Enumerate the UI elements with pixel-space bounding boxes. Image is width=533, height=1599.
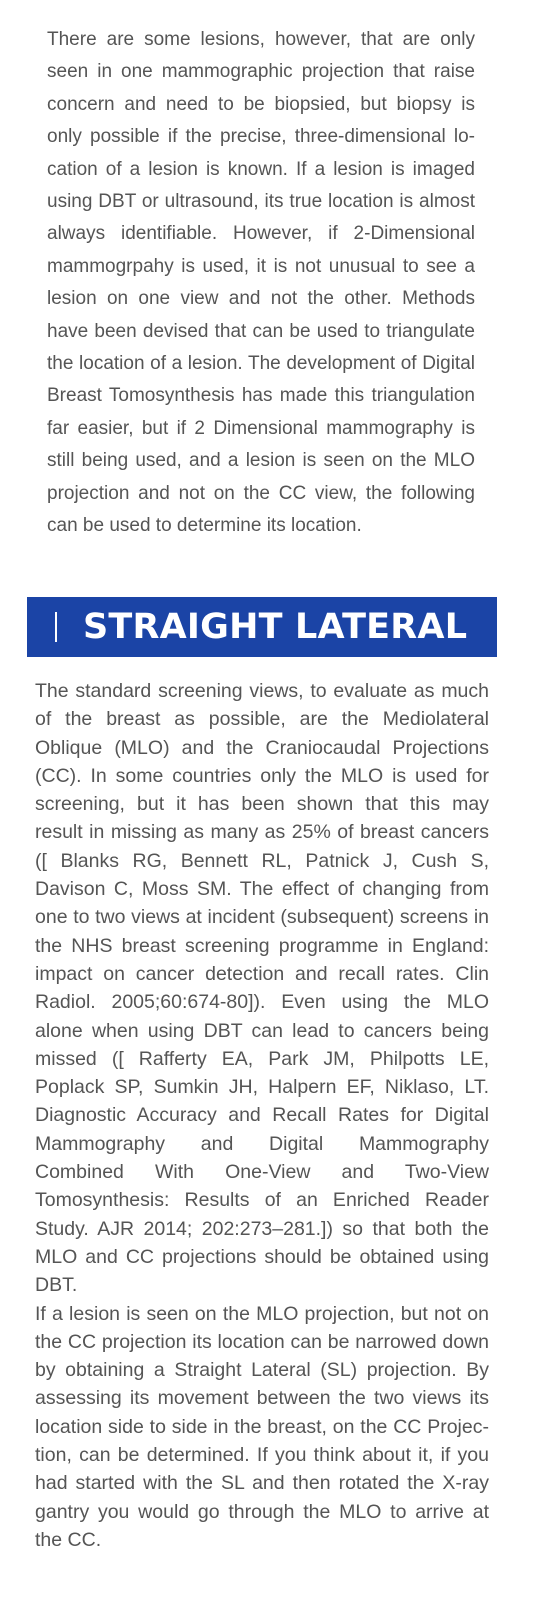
section-heading: STRAIGHT LATERAL: [83, 607, 468, 647]
body-paragraph-straight-lateral: If a lesion is seen on the MLO projection, but not on the CC projection its location can be narrowed down by obtaining a Straight Lateral (SL) projection. By assessing its movement between the two views its location side to side in the breast, on the CC Projection, can be determined. If you think about it, if you had started with the SL and then rotated the X-ray gantry you would go through the MLO to arrive at the CC.: [35, 1302, 489, 1551]
section-body: [35, 677, 489, 1554]
heading-divider-bar: [55, 612, 57, 642]
body-paragraph-screening-views: The standard screening views, to evaluate as much of the breast as possible, are the Mediolateral Oblique (MLO) and the Craniocaudal Projections (CC). In some countries only the MLO is used for screening, but it has been shown that this may result in missing as many as 25% of breast cancers ([ Blanks RG, Bennett RL, Patnick J, Cush S, Davison C, Moss SM. The effect of changing from one to two views at incident (subsequent) screens in the NHS breast screening programme in England: impact on cancer detection and recall rates. Clin Radiol. 2005;60:674-80]). Even using the MLO alone when using DBT can lead to cancers being missed ([ Rafferty EA, Park JM, Philpotts LE, Poplack SP, Sumkin JH, Halpern EF, Niklaso, LT. Diagnostic Accuracy and Recall Rates for Digital Mammography and Digital Mammography Combined With One-View and Two-View Tomosynthesis: Results of an Enriched Reader Study. AJR 2014; 202:273–281.]) so that both the MLO and CC projections should be obtained using DBT.: [35, 680, 489, 1297]
section-heading-banner: [27, 597, 497, 657]
intro-paragraph: There are some lesions, however, that are only seen in one mammographic projection that raise concern and need to be biopsied, but biopsy is only possible if the precise, three-dimensional location of a lesion is known. If a lesion is imaged using DBT or ultrasound, its true location is almost always identifiable. However, if 2-Dimensional mammogrpahy is used, it is not unusual to see a lesion on one view and not the other. Methods have been devised that can be used to triangulate the location of a lesion. The development of Digital Breast Tomosynthesis has made this triangulation far easier, but if 2 Dimensional mammography is still being used, and a lesion is seen on the MLO projection and not on the CC view, the following can be used to determine its location.: [47, 29, 475, 537]
